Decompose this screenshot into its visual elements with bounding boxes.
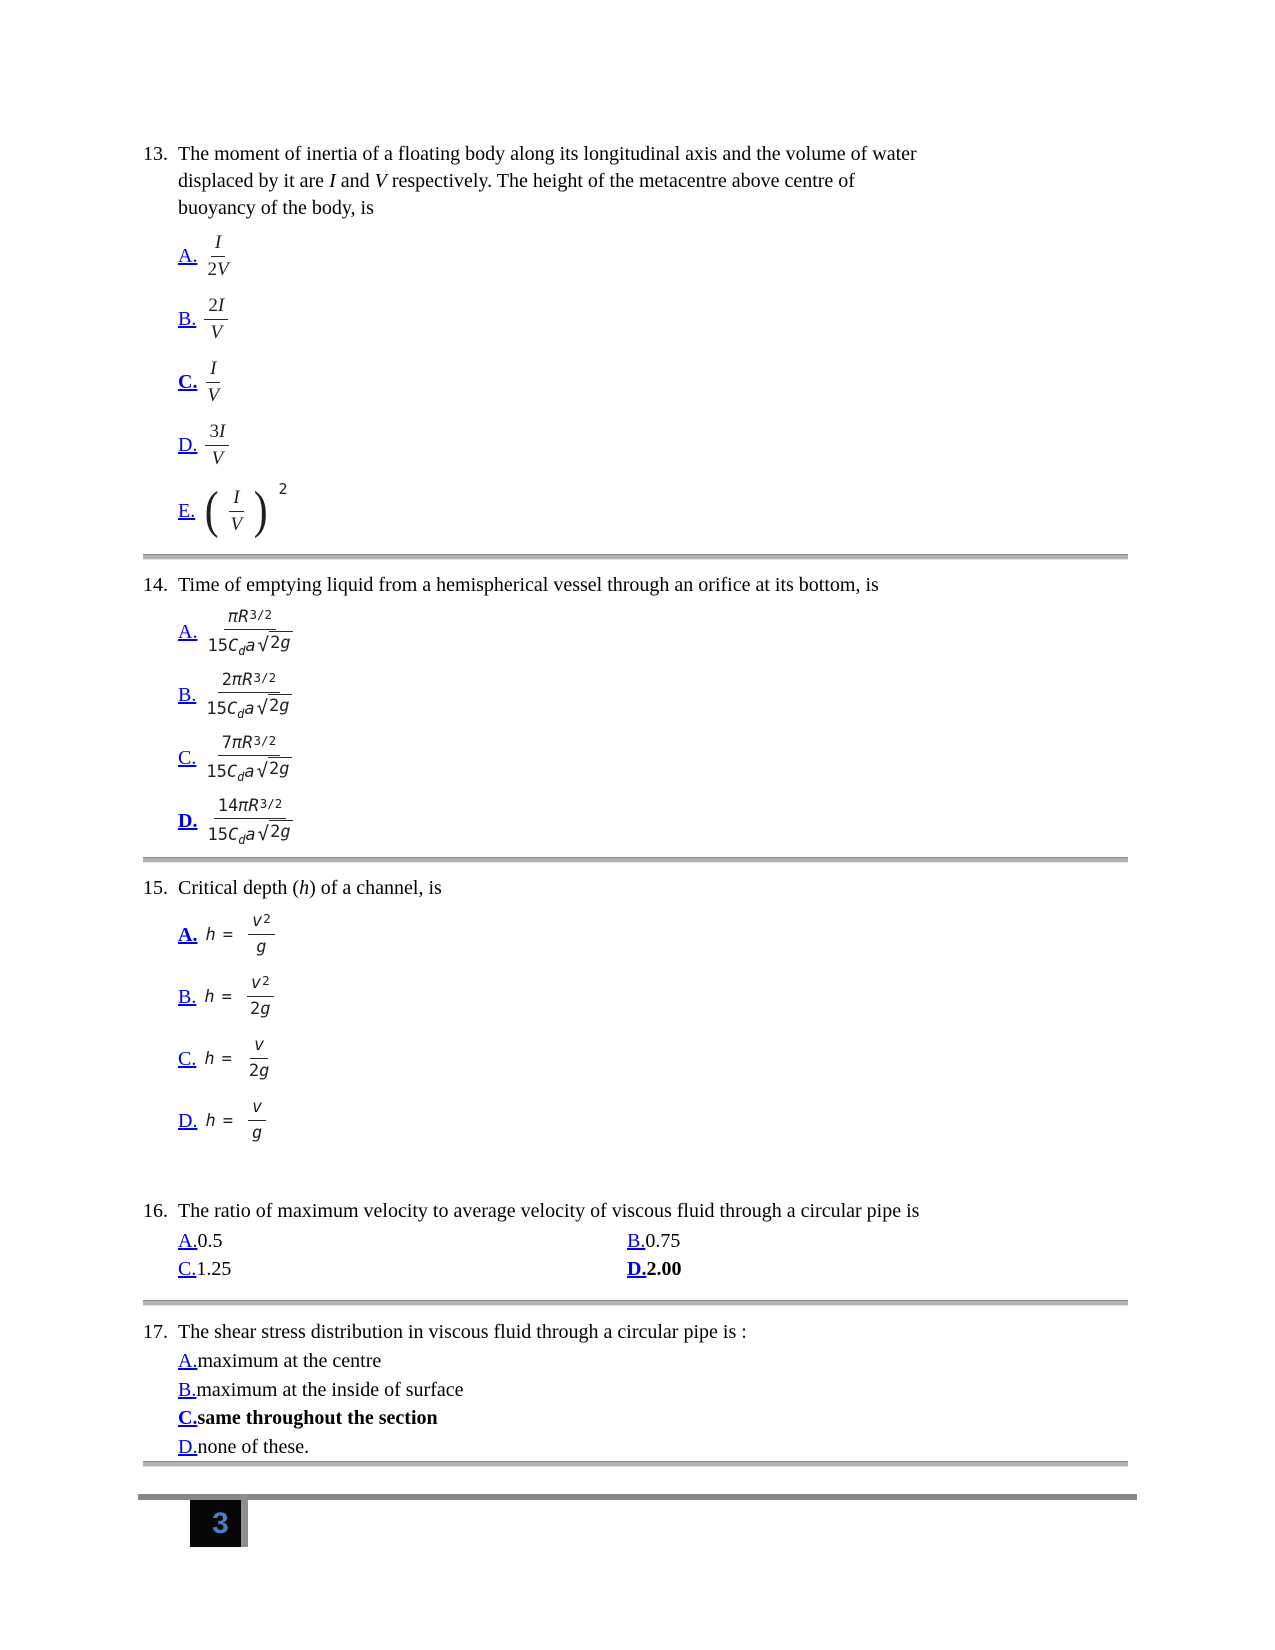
fraction-I-over-2V [205,231,230,282]
fraction-I-over-V [229,486,245,537]
option-row-a [178,1347,1125,1376]
option-d-value: 2.00 [646,1258,682,1280]
option-row-b [178,667,1125,722]
fraction-denominator [205,257,230,282]
question-13-text-line1: The moment of inertia of a floating body along its longitudinal axis and the volume of water [178,143,917,165]
option-link-d[interactable]: D. [178,1435,198,1458]
subscript-d: d [237,706,245,721]
coefficient: 15 [207,824,228,845]
radicand [268,757,292,781]
fraction-denominator [254,935,268,959]
option-link-e[interactable]: E. [178,500,196,522]
exponent-2: 2 [278,480,288,498]
numerator-text: I [214,231,222,253]
radicand-var: g [280,822,291,843]
option-row-a [178,604,1125,659]
section-divider [143,1461,1128,1467]
coefficient: 15 [207,635,228,656]
variable-R: R [238,606,249,627]
fraction-I-over-V [205,357,221,408]
sqrt-symbol: √ [256,696,269,719]
option-row-c [178,730,1125,785]
option-row-e [178,480,1125,542]
option-row-d [178,417,1125,473]
option-link-c[interactable]: C. [178,1407,198,1429]
option-c-text: same throughout the section [197,1407,438,1429]
denominator-text: V [207,384,220,406]
option-link-c[interactable]: C. [178,371,198,393]
option-link-b[interactable]: B. [178,683,197,706]
equals-sign: = [222,1110,233,1131]
option-row-c-answer [178,1404,1125,1433]
question-14-options [178,604,1125,848]
variable-v: v [251,1097,263,1118]
equals-sign: = [221,986,232,1007]
question-13-text-line2 [178,168,1125,195]
radicand [269,631,293,655]
sqrt-symbol: √ [257,633,270,656]
option-row-b [178,1376,1125,1405]
exponent: 3/2 [253,669,277,685]
variable-R: R [242,669,253,690]
question-17 [143,1319,1125,1346]
page-content [143,141,1125,1467]
formula-7piR32-over-15Cda-sqrt2g [204,732,293,784]
exponent: 2 [263,911,271,927]
radical [258,631,293,655]
option-link-b[interactable]: B. [627,1230,646,1252]
fraction-numerator [205,420,229,446]
option-d-text: none of these. [197,1435,310,1458]
question-15-options [178,907,1125,1148]
option-row-c [178,1031,1125,1086]
section-divider [143,554,1128,560]
option-row-b [178,291,1125,347]
radical [258,820,293,844]
sqrt-symbol: √ [256,759,269,782]
question-15 [143,875,1125,902]
lhs-h-equals [204,1049,239,1069]
option-link-a[interactable]: A. [178,620,198,643]
radicand-coef: 2 [270,822,281,843]
subscript-d: d [237,769,245,784]
fraction-numerator [229,486,243,512]
variable-I: I [329,170,336,192]
denominator-text: V [210,321,223,343]
fraction-denominator [247,1059,272,1083]
pi-symbol: π [232,669,243,690]
question-16-number: 16. [143,1200,168,1222]
fraction-denominator [205,383,221,408]
fraction-v2-over-2g [247,972,274,1021]
fraction-numerator [204,294,228,320]
fraction-2I-over-V [204,294,228,345]
variable-g: g [260,999,271,1019]
fraction-numerator [247,972,274,997]
question-15-text [178,875,1125,902]
option-b-text: maximum at the inside of surface [196,1378,464,1401]
question-14-text: Time of emptying liquid from a hemispherical vessel through an orifice at its bottom, is [178,574,879,596]
fraction-denominator [205,630,294,657]
coefficient: 2 [221,669,233,690]
option-d-answer [627,1255,1076,1283]
radicand [268,694,292,718]
fraction-denominator [204,693,293,720]
text-segment: respectively. The height of the metacentre above centre of [386,170,855,192]
text-segment: displaced by it are [178,170,330,192]
coefficient: 15 [206,698,227,719]
question-15-number: 15. [143,877,168,899]
variable-C: C [226,761,238,782]
equals-sign: = [221,1048,232,1069]
option-link-b[interactable]: B. [178,1378,197,1401]
numerator-text: I [218,420,226,442]
variable-V: V [374,170,387,192]
numerator-text: I [210,357,217,379]
option-c [178,1255,627,1283]
variable-R: R [248,795,259,816]
radicand-coef: 2 [269,759,280,780]
denominator-coef: 2 [248,1061,260,1081]
question-13-body [178,141,1125,222]
question-16 [143,1198,1125,1225]
radicand-var: g [279,759,290,780]
fraction-numerator [248,910,275,935]
question-13-number: 13. [143,143,168,165]
radical [257,757,292,781]
equals-sign: = [222,924,233,945]
fraction-denominator [204,756,293,783]
text-segment: Critical depth ( [178,877,300,899]
fraction-numerator [218,669,280,694]
option-row-c-answer [178,354,1125,410]
option-b [627,1227,1076,1255]
subscript-d: d [238,832,246,847]
fraction-denominator [208,320,224,345]
exponent: 3/2 [249,606,273,622]
question-14-number: 14. [143,574,168,596]
option-link-c[interactable]: C. [178,1047,197,1070]
page-number-box [190,1500,241,1547]
numerator-text: I [217,294,225,316]
fraction-denominator [205,819,294,846]
lhs-h-equals [205,1111,240,1131]
footer-accent-strip [241,1494,248,1547]
option-b-value: 0.75 [645,1230,681,1252]
variable-h: h [204,1048,215,1069]
section-divider [143,857,1128,863]
option-c-value: 1.25 [196,1258,232,1280]
variable-C: C [227,635,239,656]
option-row-d-answer [178,793,1125,848]
fraction-denominator [210,446,226,471]
question-17-options [143,1347,1125,1461]
pi-symbol: π [232,732,243,753]
variable-h: h [205,924,216,945]
section-divider [143,1300,1128,1306]
option-link-a[interactable]: A. [178,245,198,267]
radicand-coef: 2 [270,633,281,654]
option-link-b[interactable]: B. [178,308,197,330]
variable-h: h [205,1110,216,1131]
radicand-var: g [280,633,291,654]
option-row-ab [178,1227,1125,1255]
coefficient: 7 [221,732,233,753]
fraction-denominator [248,997,273,1021]
fraction-v2-over-g [248,910,275,959]
lhs-h-equals [205,925,240,945]
formula-2piR32-over-15Cda-sqrt2g [204,669,293,721]
variable-g: g [259,1061,270,1081]
option-row-a [178,228,1125,284]
denominator-text: V [211,447,224,469]
question-17-text: The shear stress distribution in viscous fluid through a circular pipe is : [178,1321,747,1343]
subscript-d: d [238,643,246,658]
fraction-numerator [211,231,225,257]
question-13 [143,141,1125,222]
option-row-cd [178,1255,1125,1283]
option-row-a-answer [178,907,1125,962]
denominator-text: V [216,258,229,280]
pi-symbol: π [238,795,249,816]
radicand-coef: 2 [269,696,280,717]
variable-C: C [226,698,238,719]
variable-g: g [251,1123,263,1143]
page-number: 3 [212,1506,229,1540]
open-paren: ( [204,482,219,540]
exponent: 3/2 [259,795,283,811]
coefficient: 14 [217,795,239,816]
question-17-number: 17. [143,1321,168,1343]
fraction-numerator [224,606,276,631]
question-13-text-line3: buoyancy of the body, is [178,197,374,219]
radicand-var: g [279,696,290,717]
lhs-h-equals [204,987,239,1007]
numerator-coef: 3 [209,420,219,442]
variable-a: a [245,635,256,656]
fraction-numerator [248,1096,266,1121]
variable-C: C [227,824,239,845]
fraction-numerator [206,357,220,383]
option-link-d[interactable]: D. [178,809,198,832]
option-a-value: 0.5 [197,1230,223,1252]
denominator-coef: 2 [249,999,261,1019]
fraction-numerator [214,795,287,820]
denominator-coef: 2 [207,258,217,280]
option-link-d[interactable]: D. [178,434,198,456]
fraction-denominator [229,512,245,537]
option-a [178,1227,627,1255]
fraction-numerator [218,732,280,757]
option-row-b [178,969,1125,1024]
option-link-b[interactable]: B. [178,985,197,1008]
fraction-3I-over-V [205,420,229,471]
exponent: 3/2 [253,732,277,748]
fraction-v-over-g [248,1096,266,1145]
variable-v: v [251,911,263,932]
variable-v: v [253,1035,265,1056]
formula-14piR32-over-15Cda-sqrt2g [205,795,294,847]
option-link-c[interactable]: C. [178,1258,197,1280]
pi-symbol: π [228,606,239,627]
coefficient: 15 [206,761,227,782]
variable-a: a [245,824,256,845]
fraction-v-over-2g [247,1034,272,1083]
variable-h: h [204,986,215,1007]
formula-piR32-over-15Cda-sqrt2g [205,606,294,658]
question-14 [143,572,1125,599]
option-link-a[interactable]: A. [178,1350,198,1372]
question-16-options [143,1227,1125,1283]
sqrt-symbol: √ [257,822,270,845]
radicand [269,820,293,844]
question-13-options [178,228,1125,542]
variable-R: R [242,732,253,753]
option-row-d [178,1093,1125,1148]
option-row-d [178,1433,1125,1462]
variable-h: h [299,877,310,899]
option-link-c[interactable]: C. [178,746,197,769]
option-link-d[interactable]: D. [627,1258,647,1280]
option-link-d[interactable]: D. [178,1109,198,1132]
question-16-text: The ratio of maximum velocity to average velocity of viscous fluid through a circular pipe is [178,1200,920,1222]
numerator-text: I [233,486,240,508]
variable-a: a [244,761,255,782]
denominator-text: V [230,513,243,535]
fraction-denominator [250,1121,264,1145]
footer-divider-bar [138,1494,1137,1500]
radical [257,694,292,718]
exponent: 2 [262,973,270,989]
numerator-coef: 2 [208,294,218,316]
option-a-text: maximum at the centre [197,1350,382,1372]
option-link-a[interactable]: A. [178,923,198,946]
variable-v: v [250,973,262,994]
option-link-a[interactable]: A. [178,1230,198,1252]
fraction-numerator [250,1034,268,1059]
variable-g: g [256,937,267,957]
text-segment: and [335,170,375,192]
close-paren: ) [253,482,268,540]
variable-a: a [244,698,255,719]
text-segment: ) of a channel, is [309,877,442,899]
